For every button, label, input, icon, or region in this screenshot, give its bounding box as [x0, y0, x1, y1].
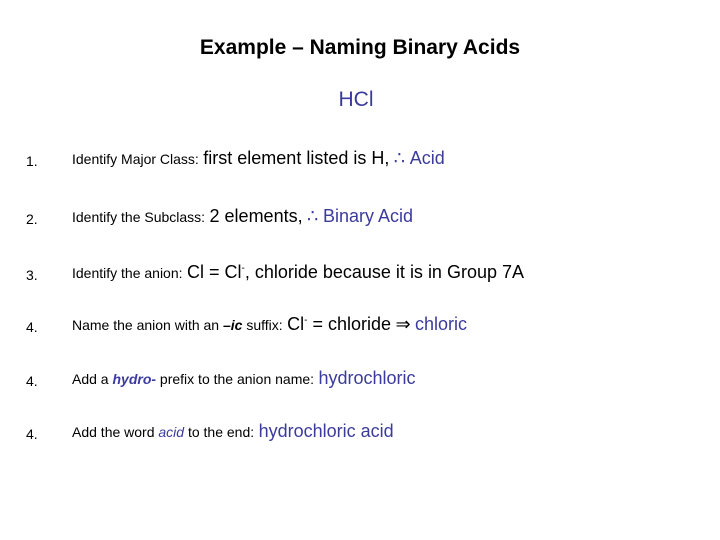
hydro-prefix: hydro- [112, 371, 157, 387]
step-answer: Cl- = chloride [287, 314, 392, 334]
step-result: chloric [415, 314, 468, 334]
step-label: Identify the Subclass: [72, 209, 206, 225]
therefore-icon: ∴ [307, 206, 319, 227]
step-number: 4. [26, 426, 38, 442]
step-result: hydrochloric [318, 368, 416, 388]
therefore-icon: ∴ [393, 148, 406, 169]
implies-arrow-icon: ⇒ [395, 314, 411, 335]
step-number: 1. [26, 153, 38, 169]
step-label: Name the anion with an –ic suffix: [72, 317, 283, 333]
formula-heading: HCl [338, 88, 374, 111]
step-result: Acid [409, 148, 445, 168]
step-result: hydrochloric acid [258, 421, 394, 441]
step-number: 4. [26, 319, 38, 335]
page-title: Example – Naming Binary Acids [199, 36, 521, 59]
step-answer: 2 elements, [209, 206, 303, 226]
step-label: Identify the anion: [72, 265, 183, 281]
step-label: Identify Major Class: [72, 151, 199, 167]
step-answer: Cl = Cl-, chloride because it is in Group 7A [186, 262, 524, 282]
step-answer: first element listed is H, [203, 148, 390, 168]
step-result: Binary Acid [322, 206, 413, 226]
step-number: 2. [26, 211, 38, 227]
step-number: 3. [26, 267, 38, 283]
acid-word: acid [158, 424, 185, 440]
step-label: Add the word acid to the end: [72, 424, 255, 440]
step-label: Add a hydro- prefix to the anion name: [72, 371, 315, 387]
ic-suffix: –ic [222, 317, 243, 333]
step-number: 4. [26, 373, 38, 389]
